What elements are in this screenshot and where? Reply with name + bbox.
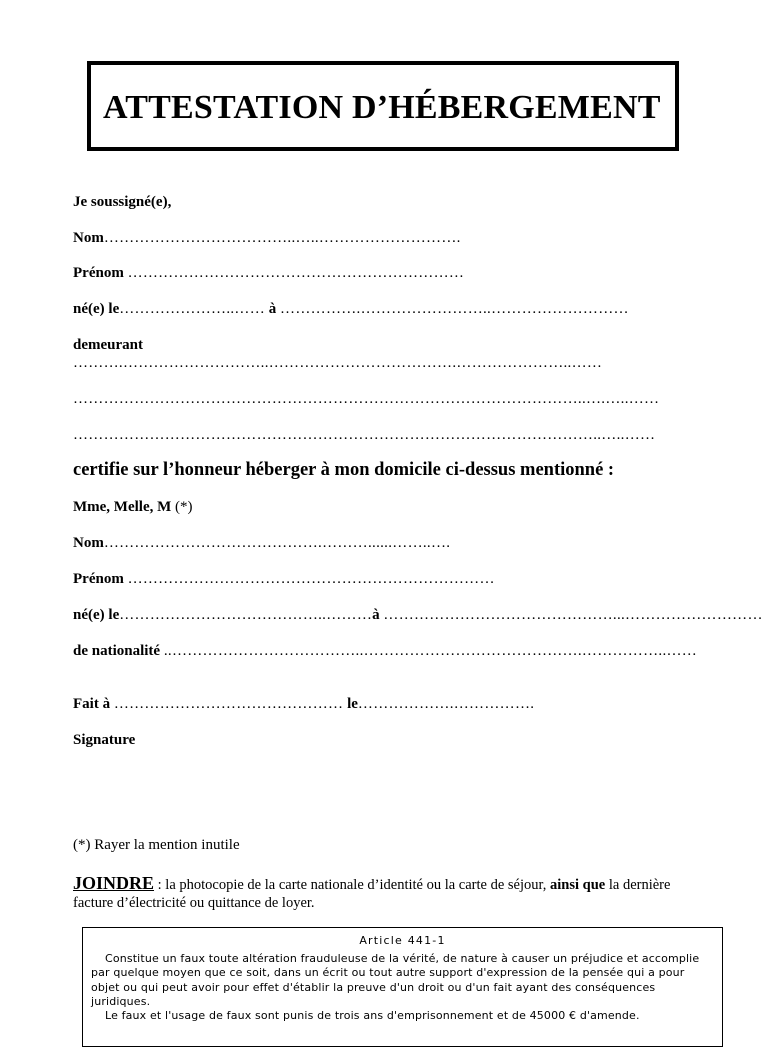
le-dots: ……………….…………….: [357, 696, 535, 712]
article-box: [82, 927, 723, 1047]
guest-nom-dots: …………………………………….………......……..….: [103, 535, 451, 551]
guest-ne-label: né(e) le: [73, 607, 120, 623]
guest-prenom-label: Prénom: [73, 571, 124, 587]
host-prenom-dots: …………………………………………………………: [127, 265, 465, 281]
guest-civility-note: (*): [175, 499, 193, 515]
guest-nationalite-label: de nationalité: [73, 643, 161, 659]
address-line-2: ………………………………………………………………………………………..….…..……: [73, 391, 660, 407]
host-nom-field: [73, 230, 461, 247]
guest-prenom-dots: ………………………………………………………………: [127, 571, 495, 587]
host-ne-dots: …………………..……: [119, 301, 266, 317]
document-title: ATTESTATION D’HÉBERGEMENT: [103, 89, 661, 126]
demeurant-label: demeurant: [73, 337, 143, 353]
host-ne-label: né(e) le: [73, 301, 120, 317]
certify-statement: certifie sur l’honneur héberger à mon domicile ci-dessus mentionné :: [73, 460, 615, 480]
host-nom-dots: ………………………………..…..……………………….: [103, 230, 461, 246]
address-line-1: ……….………………………..……………………………….…………………..……: [73, 355, 603, 371]
joindre-part2: la dernière facture d’électricité ou quittance de loyer.: [73, 877, 671, 911]
host-prenom-label: Prénom: [73, 265, 124, 281]
fait-label: Fait à: [73, 696, 111, 712]
fait-dots: ………………………………………: [113, 696, 344, 712]
address-line-3: …………………………………………………………………………………………..…..……: [73, 427, 656, 443]
joindre-part1: : la photocopie de la carte nationale d’identité ou la carte de séjour,: [154, 877, 551, 893]
signature-label: Signature: [73, 732, 136, 748]
article-paragraph-2: Le faux et l'usage de faux sont punis de trois ans d'emprisonnement et de 45000 € d'amende.: [105, 1009, 640, 1023]
guest-prenom-field: [73, 571, 495, 588]
host-a-label: à: [268, 301, 277, 317]
joindre-word: JOINDRE: [73, 873, 155, 893]
article-title: Article 441-1: [359, 934, 446, 947]
intro-text: Je soussigné(e),: [73, 194, 172, 210]
host-nom-label: Nom: [73, 230, 104, 246]
mention-note: (*) Rayer la mention inutile: [73, 837, 240, 853]
host-prenom-field: [73, 265, 464, 282]
article-paragraph-1: Constitue un faux toute altération frauduleuse de la vérité, de nature à causer un préjudice et accomplie par quelque moyen que ce soit, dans un écrit ou tout autre support d'expression de la pensée qui a pour objet ou qui peut avoir pour effet d'établir la preuve d'un droit ou d'un fait ayant des conséquences juridiques.: [91, 952, 700, 1008]
guest-a-dots: ………………………………………...………………………: [383, 607, 763, 623]
guest-ne-dots: …………………………………..………: [119, 607, 373, 623]
guest-nationalite-field: [73, 643, 697, 660]
host-a-dots: …………….……………………..………………………: [280, 301, 629, 317]
joindre-bold: ainsi que: [550, 877, 606, 893]
guest-a-label: à: [372, 607, 380, 623]
title-box: [87, 61, 679, 151]
host-birth-field: [73, 301, 629, 318]
le-label: le: [347, 696, 358, 712]
guest-nom-label: Nom: [73, 535, 104, 551]
guest-nationalite-dots: ..………………………………..…………………………………….……………..……: [163, 643, 698, 659]
guest-birth-field: [73, 607, 763, 624]
guest-civility: [73, 499, 193, 516]
guest-civility-label: Mme, Melle, M: [73, 499, 172, 515]
guest-nom-field: [73, 535, 450, 552]
joindre-paragraph: [73, 874, 713, 912]
fait-field: [73, 696, 534, 713]
